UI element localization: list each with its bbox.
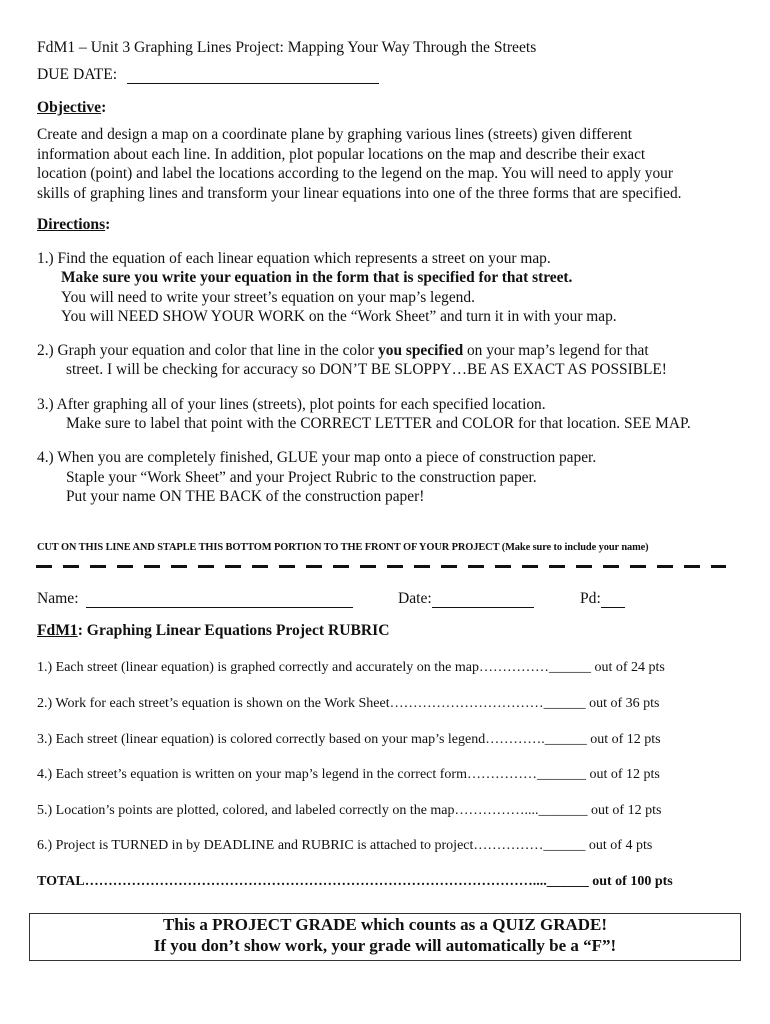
rubric-item-blank[interactable]: ______ [543,838,586,853]
rubric-item-text: 3.) Each street (linear equation) is colored correctly based on your map’s legend…………. [37,732,545,747]
direction-3-line-2: Make sure to label that point with the CORRECT LETTER and COLOR for that location. SEE MAP. [66,415,691,432]
rubric-item-text: 5.) Location’s points are plotted, colored, and labeled correctly on the map…………….... [37,803,539,818]
due-date-field[interactable] [127,69,379,84]
rubric-item-blank[interactable]: _______ [538,803,588,818]
rubric-item-6 [37,838,652,854]
rubric-title [37,622,389,640]
rubric-item-blank[interactable]: ______ [544,732,587,747]
direction-4-line-2: Staple your “Work Sheet” and your Project Rubric to the construction paper. [66,469,537,486]
cut-dashed-line [36,565,726,568]
rubric-item-blank[interactable]: _______ [536,767,586,782]
rubric-item-4 [37,767,660,783]
rubric-item-points: out of 24 pts [590,660,665,675]
directions-heading [37,216,110,234]
rubric-item-blank[interactable]: ______ [548,660,591,675]
rubric-item-text: 2.) Work for each street’s equation is shown on the Work Sheet…………………………… [37,696,544,711]
cut-line-main: CUT ON THIS LINE AND STAPLE THIS BOTTOM PORTION TO THE FRONT OF YOUR PROJECT [37,542,500,553]
objective-colon: : [101,99,107,116]
direction-1-line-3: You will need to write your street’s equation on your map’s legend. [61,289,475,306]
direction-2-line-1 [37,341,649,361]
cut-line-note: (Make sure to include your name) [499,542,649,553]
direction-2-text-bold: you specified [378,342,464,359]
date-field[interactable] [432,593,534,608]
direction-3-line-1: 3.) After graphing all of your lines (streets), plot points for each specified location. [37,396,546,413]
direction-4-line-1: 4.) When you are completely finished, GLUE your map onto a piece of construction paper. [37,449,597,466]
due-date-row [37,66,379,84]
rubric-item-points: out of 12 pts [585,767,660,782]
rubric-item-3 [37,732,661,748]
objective-line-1: Create and design a map on a coordinate plane by graphing various lines (streets) given different [37,126,633,143]
rubric-item-text: 6.) Project is TURNED in by DEADLINE and RUBRIC is attached to project…………… [37,838,544,853]
direction-2-text-a: 2.) Graph your equation and color that line in the color [37,342,379,359]
rubric-item-points: out of 4 pts [585,838,653,853]
rubric-item-2 [37,696,660,712]
period-field[interactable] [601,593,625,608]
direction-1-line-4: You will NEED SHOW YOUR WORK on the “Work Sheet” and turn it in with your map. [61,308,617,325]
directions-heading-text: Directions [37,216,106,233]
grade-notice-line-1: This a PROJECT GRADE which counts as a QUIZ GRADE! [162,915,608,934]
date-label: Date: [398,590,432,607]
date-row [398,590,534,608]
rubric-item-points: out of 12 pts [587,803,662,818]
rubric-title-course: FdM1 [37,622,78,639]
rubric-item-text: 4.) Each street’s equation is written on your map’s legend in the correct form…………… [37,767,537,782]
direction-4-line-3: Put your name ON THE BACK of the construction paper! [66,488,425,505]
rubric-item-1 [37,660,665,676]
rubric-total-blank[interactable]: ______ [546,874,589,889]
objective-heading-text: Objective [37,99,102,116]
rubric-item-text: 1.) Each street (linear equation) is graphed correctly and accurately on the map…………… [37,660,549,675]
rubric-total [37,874,673,890]
rubric-item-5 [37,803,661,819]
document-title: FdM1 – Unit 3 Graphing Lines Project: Mapping Your Way Through the Streets [37,39,537,56]
due-date-label: DUE DATE: [37,66,118,83]
direction-1-line-2: Make sure you write your equation in the form that is specified for that street. [61,269,573,286]
objective-line-3: location (point) and label the locations according to the legend on the map. You will need to apply your [37,165,673,182]
grade-notice-box [29,913,741,961]
rubric-item-points: out of 12 pts [586,732,661,747]
grade-notice-line-2: If you don’t show work, your grade will automatically be a “F”! [153,936,617,955]
rubric-item-blank[interactable]: ______ [543,696,586,711]
direction-2-text-c: on your map’s legend for that [463,342,649,359]
objective-heading [37,99,106,117]
name-field[interactable] [86,593,353,608]
rubric-item-points: out of 36 pts [585,696,660,711]
period-row [580,590,625,608]
objective-line-2: information about each line. In addition, plot popular locations on the map and describe their exact [37,146,646,163]
name-row [37,590,353,608]
period-label: Pd: [580,590,601,607]
cut-line-instruction [37,542,649,553]
directions-colon: : [105,216,111,233]
objective-line-4: skills of graphing lines and transform your linear equations into one of the three forms that are specified. [37,185,682,202]
direction-2-line-2: street. I will be checking for accuracy so DON’T BE SLOPPY…BE AS EXACT AS POSSIBLE! [66,361,667,378]
rubric-total-points: out of 100 pts [588,874,673,889]
rubric-total-text: TOTAL…………………………………………………………………………………….... [37,874,547,889]
direction-1-line-1: 1.) Find the equation of each linear equation which represents a street on your map. [37,250,551,267]
name-label: Name: [37,590,79,607]
rubric-title-text: : Graphing Linear Equations Project RUBRIC [77,622,390,639]
